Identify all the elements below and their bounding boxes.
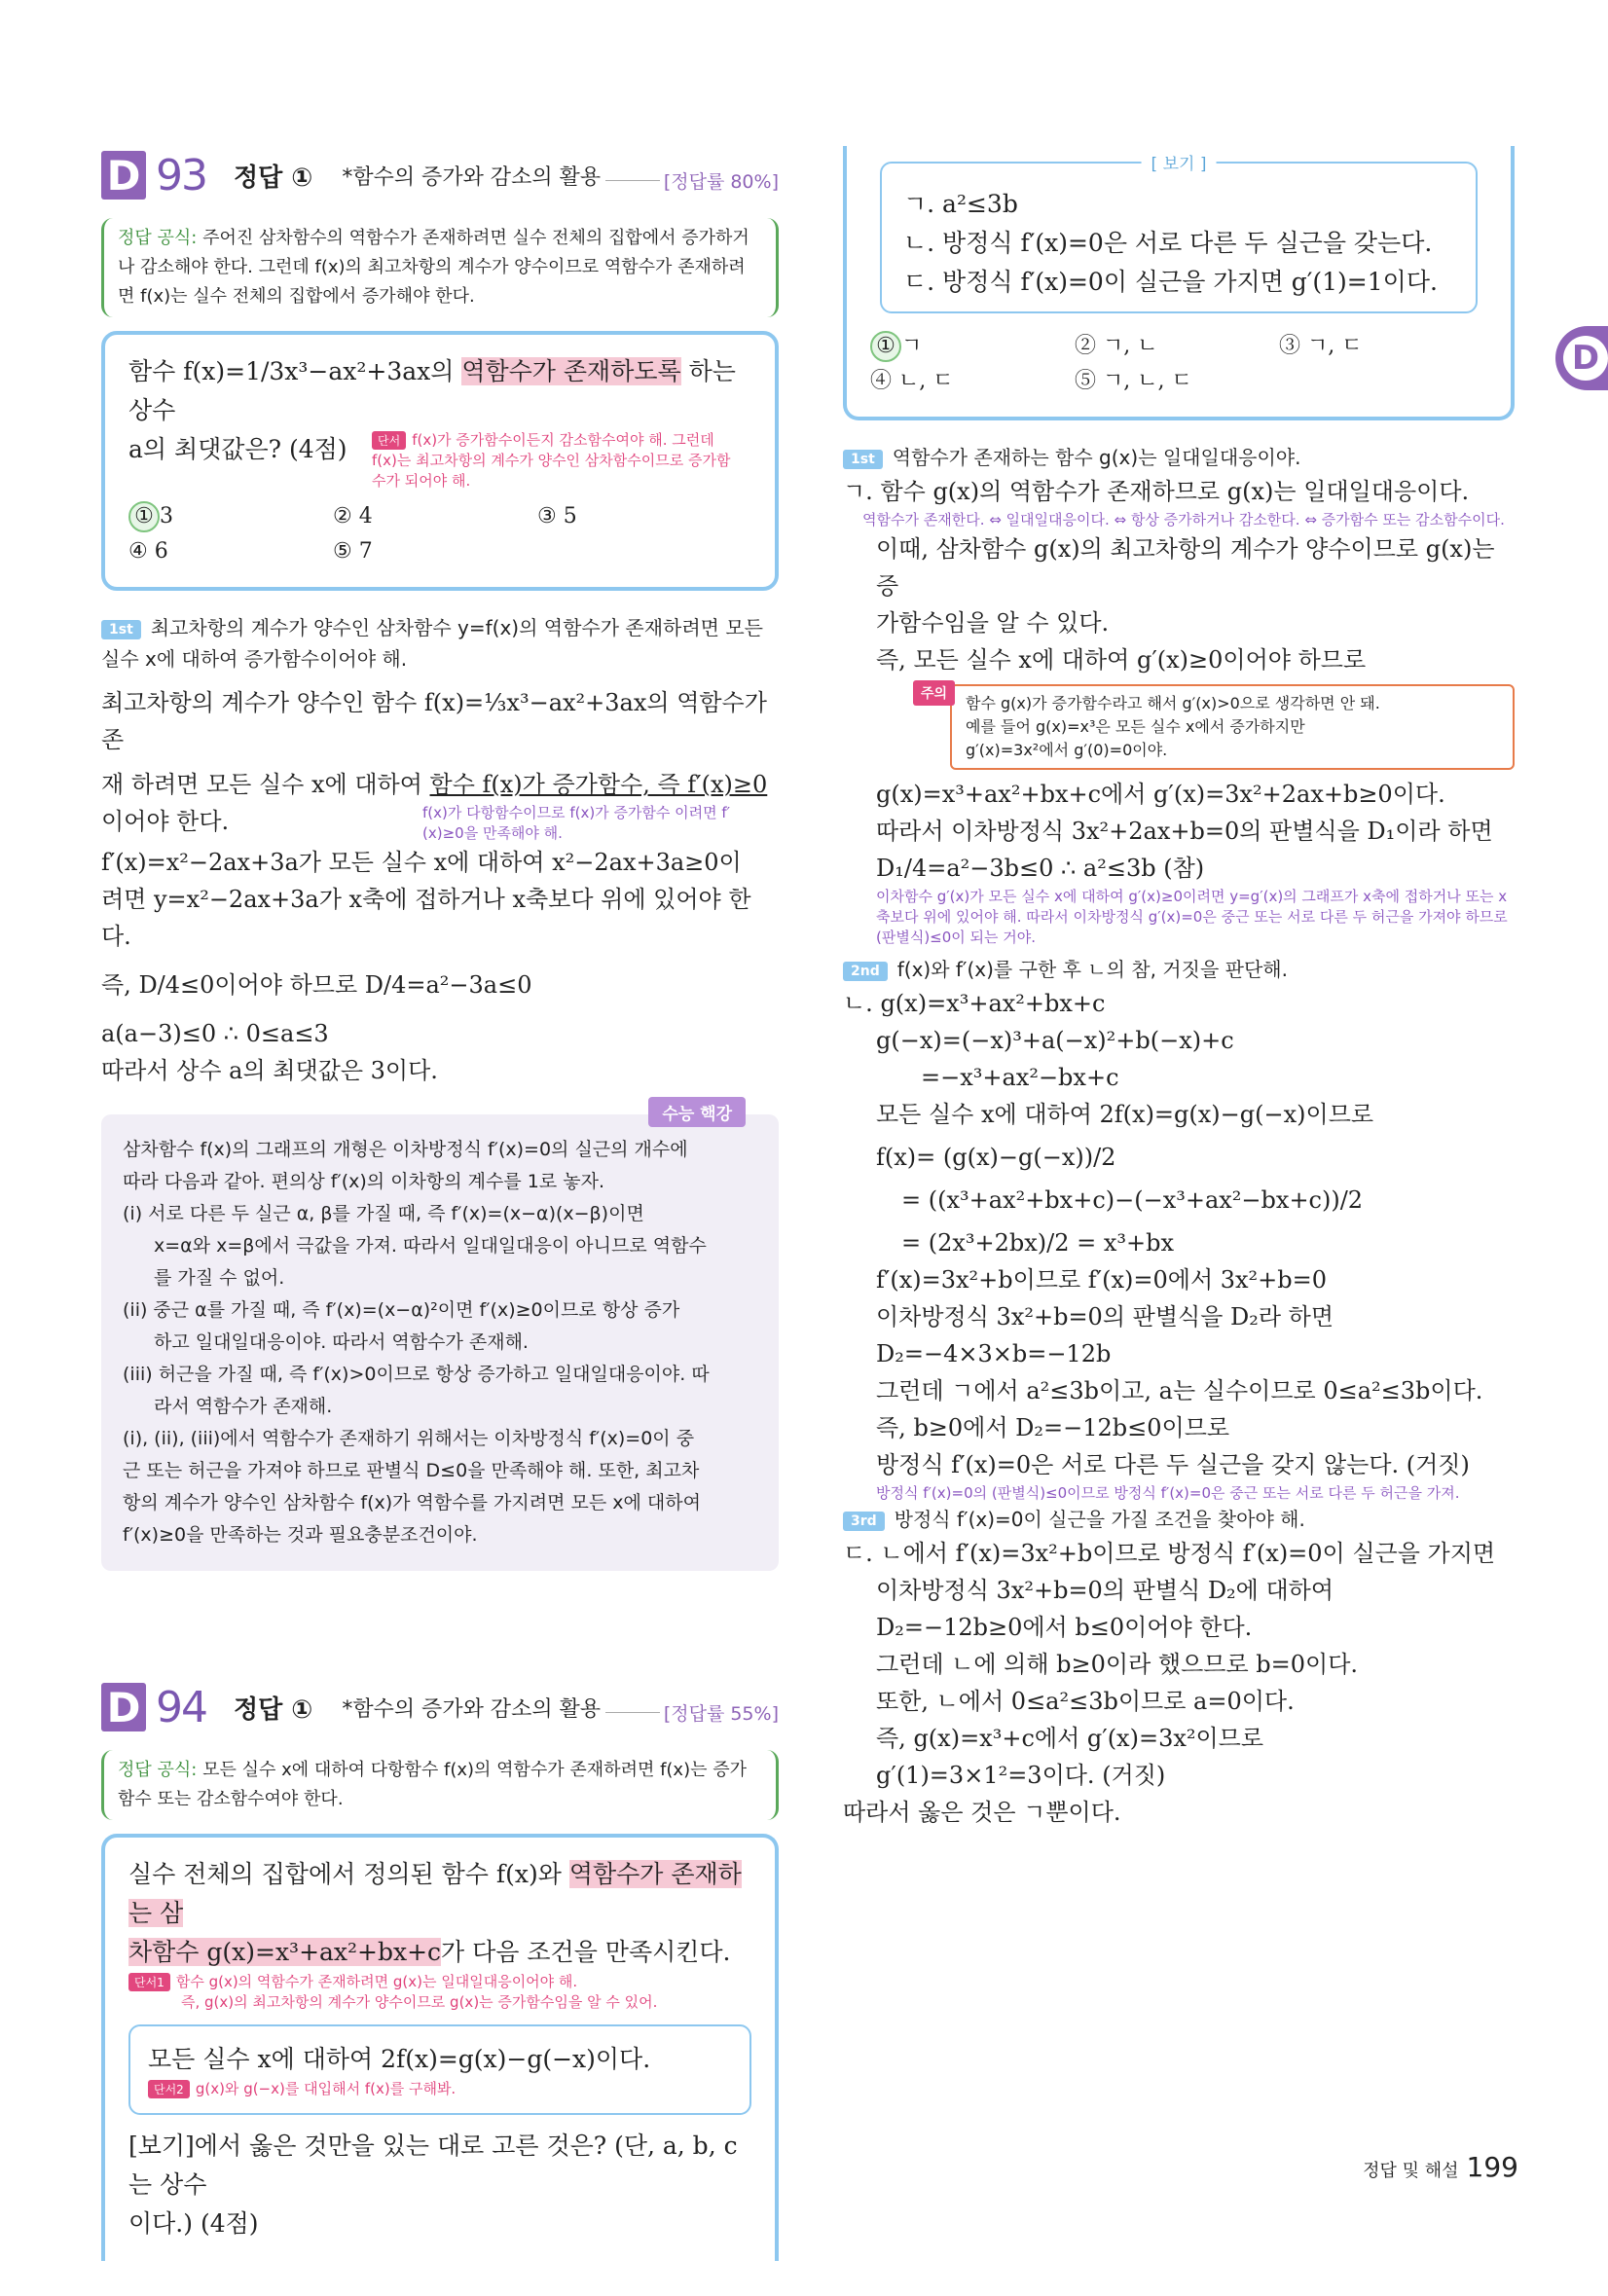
q94-question-box xyxy=(101,1834,779,2261)
condition-text: 모든 실수 x에 대하여 2f(x)=g(x)−g(−x)이다. xyxy=(148,2045,651,2073)
core-tag: 수능 핵강 xyxy=(648,1097,746,1127)
q94-question-box-cont xyxy=(843,146,1515,420)
sol-note: 방정식 f′(x)=0의 (판별식)≤0이므로 방정식 f′(x)=0은 중근 또는 서로 다른 두 허근을 가져. xyxy=(876,1484,1460,1502)
q93-header xyxy=(101,146,779,204)
sol-line: 이때, 삼차함수 g(x)의 최고차항의 계수가 양수이므로 g(x)는 증 xyxy=(876,535,1495,600)
left-column xyxy=(101,146,779,2261)
hint xyxy=(372,430,742,492)
sol-note: 이차함수 g′(x)가 모든 실수 x에 대하여 g′(x)≥0이려면 y=g′(x)의 그래프가 x축에 접하거나 또는 x축보다 위에 있어야 해. 따라서 이차방정식 g′(x)=0은 중근 또는 서로 다른 두 허근을 가져야 하므로 (판별식)≤0이 되는 거야. xyxy=(876,888,1508,946)
step-tag: 2nd xyxy=(843,962,888,981)
formula-box xyxy=(101,218,779,317)
sol-line: ㄱ. 함수 g(x)의 역함수가 존재하므로 g(x)는 일대일대응이다. xyxy=(843,478,1470,505)
q-part: 함수 f(x)= xyxy=(128,357,246,385)
step-title: f(x)와 f′(x)를 구한 후 ㄴ의 참, 거짓을 판단해. xyxy=(896,958,1288,981)
solution-94 xyxy=(843,473,1515,948)
sol-line: g(−x)=(−x)³+a(−x)²+b(−x)+c xyxy=(876,1027,1234,1054)
sol-line: D₂=−12b≥0에서 b≤0이어야 한다. xyxy=(876,1614,1253,1641)
condition-box xyxy=(128,2024,751,2115)
core-line: (i) 서로 다른 두 실근 α, β를 가질 때, 즉 f′(x)=(x−α)(x−β)이면 xyxy=(123,1203,644,1224)
q-part: 하는 상수 xyxy=(128,357,736,424)
q-highlight: 차함수 g(x)=x³+ax²+bx+c xyxy=(128,1938,442,1966)
core-line: (iii) 허근을 가질 때, 즉 f′(x)>0이므로 항상 증가하고 일대일대응이야. 따 xyxy=(123,1364,710,1385)
core-line: 하고 일대일대응이야. 따라서 역함수가 존재해. xyxy=(154,1331,529,1353)
caution-line: 함수 g(x)가 증가함수라고 해서 g′(x)>0으로 생각하면 안 돼. xyxy=(966,694,1380,712)
section-badge: D xyxy=(101,151,146,200)
q94-line-2 xyxy=(128,1933,751,1972)
sol-line: 최고차항의 계수가 양수인 함수 f(x)=⅓x³−ax²+3ax의 역함수가 존 xyxy=(101,689,767,753)
footer-label: 정답 및 해설 xyxy=(1363,2161,1459,2181)
option-1-text: 3 xyxy=(160,504,173,528)
question-line-1 xyxy=(128,352,751,430)
core-line: (i), (ii), (iii)에서 역함수가 존재하기 위해서는 이차방정식 f′(x)=0이 중 xyxy=(123,1428,695,1449)
q-part: 실수 전체의 집합에서 정의된 함수 f(x)와 xyxy=(128,1860,562,1888)
option-5[interactable]: ⑤ ㄱ, ㄴ, ㄷ xyxy=(1075,369,1192,393)
option-2[interactable]: ② ㄱ, ㄴ xyxy=(1075,334,1158,358)
step-tag: 1st xyxy=(843,450,883,469)
step2 xyxy=(843,954,1515,985)
solution-93 xyxy=(101,684,779,1089)
q-part: x³−ax²+3ax의 xyxy=(284,357,455,385)
sol-line: 가함수임을 알 수 있다. xyxy=(876,609,1110,637)
step-tag: 3rd xyxy=(843,1512,885,1531)
hint-tag: 단서 xyxy=(372,431,406,450)
sol-line: ㄷ. ㄴ에서 f′(x)=3x²+b이므로 방정식 f′(x)=0이 실근을 가지면 xyxy=(843,1540,1496,1567)
sol-note: 역함수가 존재한다. ⇔ 일대일대응이다. ⇔ 항상 증가하거나 감소한다. ⇔ 증가함수 또는 감소함수이다. xyxy=(862,511,1505,528)
sol-line: 이차방정식 3x²+b=0의 판별식을 D₂라 하면 xyxy=(876,1303,1334,1330)
ask-line: [보기]에서 옳은 것만을 있는 대로 고른 것은? (단, a, b, c는 상수 xyxy=(128,2132,738,2199)
footer xyxy=(1363,2151,1518,2183)
option-1[interactable] xyxy=(128,499,333,534)
sol-line: 모든 실수 x에 대하여 2f(x)=g(x)−g(−x)이므로 xyxy=(876,1101,1374,1128)
step-title: 역함수가 존재하는 함수 g(x)는 일대일대응이야. xyxy=(892,446,1301,469)
sol-line: 그런데 ㄱ에서 a²≤3b이고, a는 실수이므로 0≤a²≤3b이다. xyxy=(876,1377,1483,1404)
option-1-text: ㄱ xyxy=(901,334,923,358)
bogi-item: ㄴ. 방정식 f′(x)=0은 서로 다른 두 실근을 갖는다. xyxy=(903,229,1433,257)
correct-rate: [정답률 55%] xyxy=(605,1699,779,1726)
sol-line: 려면 y=x²−2ax+3a가 x축에 접하거나 x축보다 위에 있어야 한다. xyxy=(101,886,751,950)
formula-box xyxy=(101,1750,779,1820)
option-5[interactable]: ⑤ 7 xyxy=(333,539,373,564)
sol-line: ㄴ. g(x)=x³+ax²+bx+c xyxy=(843,990,1106,1017)
hint-text: f(x)가 증가함수이든지 감소함수여야 해. 그런데 f(x)는 최고차항의 계수가 양수인 삼차함수이므로 증가함수가 되어야 해. xyxy=(372,431,731,490)
sol-line: 그런데 ㄴ에 의해 b≥0이라 했으므로 b=0이다. xyxy=(876,1651,1359,1678)
core-box xyxy=(101,1105,779,1571)
sol-line: 즉, g(x)=x³+c에서 g′(x)=3x²이므로 xyxy=(876,1725,1264,1752)
hint-tag: 단서2 xyxy=(148,2080,190,2098)
answer-label: 정답 ① xyxy=(234,163,313,193)
bogi-label: [ 보기 ] xyxy=(1142,150,1217,174)
bogi-box xyxy=(880,155,1478,313)
sol-line: g′(1)=3×1²=3이다. (거짓) xyxy=(876,1762,1166,1789)
step-title: 최고차항의 계수가 양수인 삼차함수 y=f(x)의 역함수가 존재하려면 모든 실수 x에 대하여 증가함수이어야 해. xyxy=(101,616,763,671)
option-1[interactable] xyxy=(870,329,1075,364)
sol-line: f(x)= (g(x)−g(−x))/2 xyxy=(876,1144,1116,1171)
sol-line: 즉, 모든 실수 x에 대하여 g′(x)≥0이어야 하므로 xyxy=(876,646,1367,674)
sol-line: g(x)=x³+ax²+bx+c에서 g′(x)=3x²+2ax+b≥0이다. xyxy=(876,781,1445,808)
sol-line: =−x³+ax²−bx+c xyxy=(921,1064,1119,1091)
step1 xyxy=(101,612,779,674)
solution-94-2 xyxy=(843,985,1515,1504)
hint2 xyxy=(148,2079,732,2099)
formula-text: 모든 실수 x에 대하여 다항함수 f(x)의 역함수가 존재하려면 f(x)는 증가함수 또는 감소함수여야 한다. xyxy=(118,1760,747,1809)
options xyxy=(128,499,751,569)
caution-line: 예를 들어 g(x)=x³은 모든 실수 x에서 증가하지만 xyxy=(966,717,1305,736)
q-highlight: 역함수가 존재하도록 xyxy=(461,357,681,385)
core-line: 를 가질 수 없어. xyxy=(154,1267,285,1289)
core-line: 근 또는 허근을 가져야 하므로 판별식 D≤0을 만족해야 해. 또한, 최고차 xyxy=(123,1460,700,1481)
sol-line: 이차방정식 3x²+b=0의 판별식 D₂에 대하여 xyxy=(876,1577,1334,1604)
sol-line: = ((x³+ax²+bx+c)−(−x³+ax²−bx+c))/2 xyxy=(901,1186,1364,1214)
sol-part: 이어야 한다. xyxy=(101,808,230,835)
answer-label: 정답 ① xyxy=(234,1695,313,1725)
solution-94-3 xyxy=(843,1535,1515,1831)
sol-line: 즉, b≥0에서 D₂=−12b≤0이므로 xyxy=(876,1414,1230,1441)
option-4[interactable]: ④ 6 xyxy=(128,539,168,564)
option-2[interactable]: ② 4 xyxy=(333,504,373,528)
sol-line: 즉, D/4≤0이어야 하므로 D/4=a²−3a≤0 xyxy=(101,971,532,999)
bogi-item: ㄷ. 방정식 f′(x)=0이 실근을 가지면 g′(1)=1이다. xyxy=(903,268,1438,296)
q-part: a의 최댓값은? (4점) xyxy=(128,435,347,463)
sol-line: f′(x)=3x²+b이므로 f′(x)=0에서 3x²+b=0 xyxy=(876,1266,1328,1294)
question-number: 93 xyxy=(156,150,206,200)
step-title: 방정식 f′(x)=0이 실근을 가질 조건을 찾아야 해. xyxy=(894,1508,1305,1531)
sol-line xyxy=(101,766,779,803)
bogi-item: ㄱ. a²≤3b xyxy=(903,190,1018,218)
chapter-tab-letter: D xyxy=(1563,336,1608,381)
sol-line: 또한, ㄴ에서 0≤a²≤3b이므로 a=0이다. xyxy=(876,1688,1295,1715)
topic-label: *함수의 증가와 감소의 활용 xyxy=(342,164,602,190)
hint-text: g(x)와 g(−x)를 대입해서 f(x)를 구해봐. xyxy=(195,2080,457,2097)
hint1 xyxy=(128,1972,751,1992)
q-frac: 1/3 xyxy=(245,357,285,385)
core-line: 항의 계수가 양수인 삼차함수 f(x)가 역함수를 가지려면 모든 x에 대하여 xyxy=(123,1492,701,1513)
core-line: f′(x)≥0을 만족하는 것과 필요충분조건이야. xyxy=(123,1524,478,1546)
sol-line xyxy=(101,803,779,844)
options xyxy=(870,329,1487,399)
option-3[interactable]: ③ 5 xyxy=(537,504,577,528)
hint-text: 함수 g(x)의 역함수가 존재하려면 g(x)는 일대일대응이어야 해. xyxy=(175,1973,578,1990)
correct-rate: [정답률 80%] xyxy=(605,167,779,194)
sol-part: 재 하려면 모든 실수 x에 대하여 xyxy=(101,771,422,798)
right-column xyxy=(843,146,1515,1831)
sol-line: 따라서 이차방정식 3x²+2ax+b=0의 판별식을 D₁이라 하면 xyxy=(876,818,1493,845)
sol-line: D₂=−4×3×b=−12b xyxy=(876,1340,1112,1367)
section-badge: D xyxy=(101,1683,146,1731)
sol-line: = (2x³+2bx)/2 = x³+bx xyxy=(901,1229,1175,1257)
option-3[interactable]: ③ ㄱ, ㄷ xyxy=(1279,334,1363,358)
ask-line: 이다.) (4점) xyxy=(128,2209,259,2238)
step-tag: 1st xyxy=(101,620,141,639)
page-number: 199 xyxy=(1466,2151,1518,2183)
chapter-tab xyxy=(1555,326,1608,390)
caution-line: g′(x)=3x²에서 g′(0)=0이야. xyxy=(966,741,1168,759)
core-line: 라서 역함수가 존재해. xyxy=(154,1396,333,1417)
sol-line: f′(x)=x²−2ax+3a가 모든 실수 x에 대하여 x²−2ax+3a≥0이 xyxy=(101,849,742,876)
q93-question-box xyxy=(101,331,779,591)
sol-underline: 함수 f(x)가 증가함수, 즉 f′(x)≥0 xyxy=(429,771,768,798)
sol-note: f(x)가 다항함수이므로 f(x)가 증가함수 이려면 f′(x)≥0을 만족해야 해. xyxy=(422,804,731,842)
core-line: 따라 다음과 같아. 편의상 f′(x)의 이차항의 계수를 1로 놓자. xyxy=(123,1171,604,1192)
question-line-2 xyxy=(128,430,751,492)
sol-line: a(a−3)≤0 ∴ 0≤a≤3 xyxy=(101,1020,329,1047)
question-number: 94 xyxy=(156,1682,206,1732)
caution-tag: 주의 xyxy=(913,680,955,706)
selected-mark: ① xyxy=(128,501,160,532)
core-line: 삼차함수 f(x)의 그래프의 개형은 이차방정식 f′(x)=0의 실근의 개수에 xyxy=(123,1139,688,1160)
formula-label: 정답 공식: xyxy=(118,228,198,248)
sol-line: D₁/4=a²−3b≤0 ∴ a²≤3b (참) xyxy=(876,855,1205,882)
formula-text: 주어진 삼차함수의 역함수가 존재하려면 실수 전체의 집합에서 증가하거나 감소해야 한다. 그런데 f(x)의 최고차항의 계수가 양수이므로 역함수가 존재하려면 f(x)는 실수 전체의 집합에서 증가해야 한다. xyxy=(118,228,749,307)
q94-header xyxy=(101,1678,779,1736)
selected-mark: ① xyxy=(870,331,901,362)
sol-line: 방정식 f′(x)=0은 서로 다른 두 실근을 갖지 않는다. (거짓) xyxy=(876,1451,1470,1478)
sol-line: 따라서 옳은 것은 ㄱ뿐이다. xyxy=(843,1799,1121,1826)
caution-box xyxy=(921,684,1515,770)
hint-text: 즉, g(x)의 최고차항의 계수가 양수이므로 g(x)는 증가함수임을 알 수 있어. xyxy=(181,1993,658,2011)
core-line: (ii) 중근 α를 가질 때, 즉 f′(x)=(x−α)²이면 f′(x)≥0이므로 항상 증가 xyxy=(123,1299,680,1321)
q-highlight: 역함수가 존재하는 삼 xyxy=(128,1860,742,1927)
q94-line-1 xyxy=(128,1855,751,1933)
step1 xyxy=(843,442,1515,473)
option-4[interactable]: ④ ㄴ, ㄷ xyxy=(870,369,954,393)
formula-label: 정답 공식: xyxy=(118,1760,198,1780)
topic-label: *함수의 증가와 감소의 활용 xyxy=(342,1696,602,1722)
step3 xyxy=(843,1504,1515,1535)
q-part: 가 다음 조건을 만족시킨다. xyxy=(441,1938,731,1966)
sol-line: 따라서 상수 a의 최댓값은 3이다. xyxy=(101,1057,438,1084)
hint-tag: 단서1 xyxy=(128,1973,170,1991)
core-line: x=α와 x=β에서 극값을 가져. 따라서 일대일대응이 아니므로 역함수 xyxy=(154,1235,707,1257)
